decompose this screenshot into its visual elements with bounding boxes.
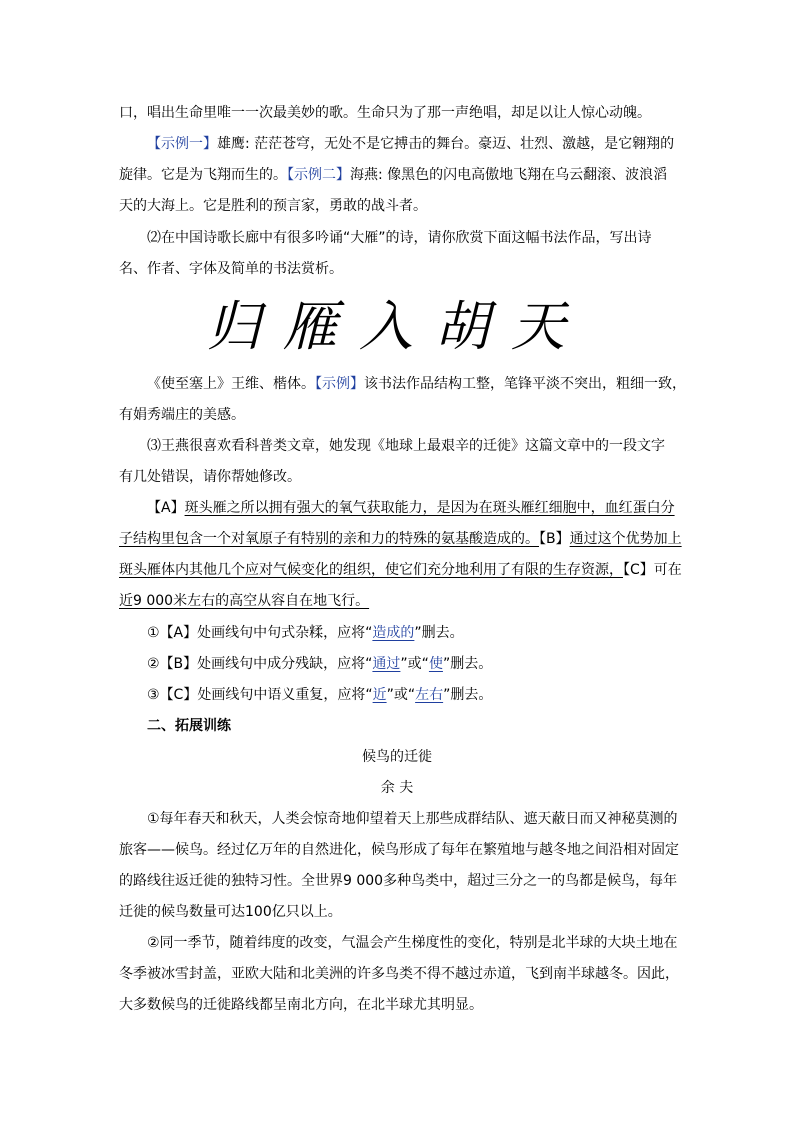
- answer-text: ③【C】处画线句中语义重复，应将“: [147, 687, 373, 703]
- answer-text: 该书法作品结构工整，笔锋平淡不突出，粗细一致，: [364, 376, 686, 392]
- answer-line: 有娟秀端庄的美感。: [119, 407, 245, 423]
- answer-text: ”或“: [400, 656, 429, 672]
- passage-line: [119, 529, 682, 549]
- article-line: 迁徙的候鸟数量可达100亿只以上。: [119, 904, 342, 920]
- answer-text: ②【B】处画线句中成分残缺，应将“: [147, 656, 373, 672]
- answer-line: [147, 374, 686, 394]
- underlined-sentence: 斑头雁体内其他几个应对气候变化的组织，使它们充分地利用了有限的生存资源，: [119, 562, 623, 578]
- answer-text: ”或“: [386, 687, 416, 703]
- answer-text: ”删去。: [442, 656, 493, 672]
- underlined-sentence: 近9 000米左右的高空从容自在地飞行。: [119, 593, 370, 609]
- article-line: ①每年春天和秋天，人类会惊奇地仰望着天上那些成群结队、遮天蔽日而又神秘莫测的: [147, 811, 678, 827]
- article-line: 冬季被冰雪封盖，亚欧大陆和北美洲的许多鸟类不得不越过赤道，飞到南半球越冬。因此，: [119, 966, 679, 982]
- underlined-sentence: 斑头雁之所以拥有强大的氧气获取能力，是因为在斑头雁红细胞中，血红蛋白分: [184, 500, 675, 516]
- example-line: 天的大海上。它是胜利的预言家，勇敢的战斗者。: [119, 198, 427, 214]
- article-line: 的路线往返迁徙的独特习性。全世界9 000多种鸟类中，超过三分之一的鸟都是候鸟，每年: [119, 873, 678, 889]
- answer-item: [147, 685, 492, 705]
- paragraph-line: 口，唱出生命里唯一一次最美妙的歌。生命只为了那一声绝唱，却足以让人惊心动魄。: [119, 105, 651, 121]
- example-tag: 【示例二】: [287, 167, 350, 183]
- passage-text: 可在: [653, 562, 682, 578]
- question-line: 名、作者、字体及简单的书法赏析。: [119, 261, 343, 277]
- answer-text: ①【A】处画线句中句式杂糅，应将“: [147, 625, 373, 641]
- example-tag: 【示例一】: [147, 136, 217, 152]
- question-line: 有几处错误，请你帮她修改。: [119, 469, 301, 485]
- marker-c: 【C】: [623, 562, 654, 578]
- answer-keyword: 使: [428, 656, 443, 672]
- marker-b: 【B】: [539, 531, 570, 547]
- underlined-sentence: 子结构里包含一个对氧原子有特别的亲和力的特殊的氨基酸造成的。: [119, 531, 539, 547]
- answer-keyword: 左右: [415, 687, 444, 703]
- article-line: ②同一季节，随着纬度的改变，气温会产生梯度性的变化，特别是北半球的大块土地在: [147, 935, 678, 951]
- answer-keyword: 通过: [372, 656, 401, 672]
- passage-line: [147, 498, 675, 518]
- answer-keyword: 造成的: [372, 625, 415, 641]
- question-line: ⑶王燕很喜欢看科普类文章，她发现《地球上最艰辛的迁徙》这篇文章中的一段文字: [147, 438, 665, 454]
- article-line: 大多数候鸟的迁徙路线都呈南北方向，在北半球尤其明显。: [119, 997, 483, 1013]
- underlined-sentence: 通过这个优势加上: [569, 531, 682, 547]
- example-text: 雄鹰: 茫茫苍穹，无处不是它搏击的舞台。豪迈、壮烈、激越，是它翱翔的: [217, 136, 675, 152]
- answer-text: ”删去。: [414, 625, 464, 641]
- question-line: ⑵在中国诗歌长廊中有很多吟诵“大雁”的诗，请你欣赏下面这幅书法作品，写出诗: [147, 230, 652, 246]
- example-line: [119, 165, 667, 185]
- answer-text: ”删去。: [443, 687, 493, 703]
- example-line: [147, 134, 674, 154]
- article-line: 旅客——候鸟。经过亿万年的自然进化，候鸟形成了每年在繁殖地与越冬地之间沿相对固定: [119, 842, 679, 858]
- example-text: 旋律。它是为飞翔而生的。: [119, 167, 287, 183]
- article-author: 余 夫: [380, 780, 414, 796]
- passage-line: [119, 560, 682, 580]
- calligraphy-artwork: 归雁入胡天: [207, 295, 587, 358]
- answer-keyword: 近: [372, 687, 387, 703]
- section-heading: 二、拓展训练: [147, 718, 231, 734]
- answer-item: [147, 654, 492, 674]
- example-text: 海燕: 像黑色的闪电高傲地飞翔在乌云翻滚、波浪滔: [350, 167, 668, 183]
- marker-a: 【A】: [147, 500, 185, 516]
- example-tag: 【示例】: [315, 376, 364, 392]
- answer-item: [147, 623, 464, 643]
- passage-line: [119, 591, 369, 611]
- answer-text: 《使至塞上》王维、楷体。: [147, 376, 315, 392]
- article-title: 候鸟的迁徙: [362, 749, 432, 765]
